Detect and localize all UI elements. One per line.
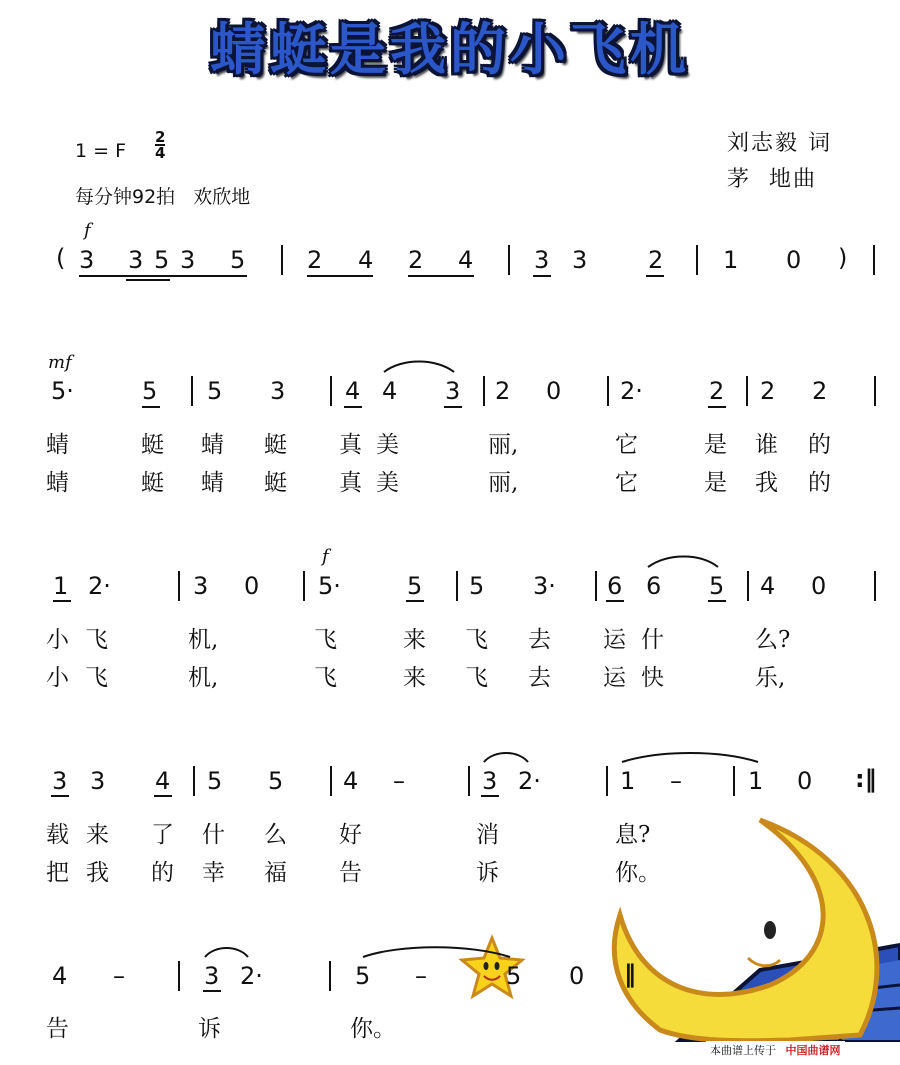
- lyric-syllable: 你。: [350, 1016, 396, 1042]
- note: 5·: [51, 377, 74, 405]
- lyric-syllable: 谁: [755, 432, 778, 458]
- note: 5: [469, 572, 485, 600]
- lyric-syllable: 来: [86, 822, 109, 848]
- lyric-syllable: 机,: [188, 627, 219, 653]
- end-barline: ‖: [624, 960, 636, 988]
- note: 5: [709, 572, 725, 600]
- note: 3: [204, 962, 220, 990]
- lyric-syllable: 告: [46, 1016, 69, 1042]
- dynamic-mezzo-forte: mf: [48, 352, 72, 373]
- note: 3: [79, 246, 95, 274]
- dash: –: [113, 962, 125, 990]
- slur: [622, 753, 758, 762]
- lyric-syllable: 机,: [188, 665, 219, 691]
- lyric-syllable: 真: [339, 470, 362, 496]
- note: 3: [270, 377, 286, 405]
- note: 2: [709, 377, 725, 405]
- lyric-syllable: 的: [151, 860, 174, 886]
- lyric-syllable: 我: [755, 470, 778, 496]
- note: 1: [53, 572, 69, 600]
- lyric-syllable: 消: [476, 822, 499, 848]
- lyric-syllable: 小: [46, 665, 69, 691]
- lyric-syllable: 诉: [198, 1016, 221, 1042]
- lyric-syllable: 飞: [85, 665, 108, 691]
- lyric-syllable: 我: [86, 860, 109, 886]
- note: 2·: [620, 377, 643, 405]
- lyric-syllable: 来: [403, 665, 426, 691]
- lyric-syllable: 飞: [85, 627, 108, 653]
- lyric-syllable: 息?: [615, 822, 651, 848]
- slur-marks: [205, 362, 758, 958]
- paren-close: ): [838, 244, 848, 272]
- lyric-syllable: 蜻: [201, 432, 224, 458]
- lyric-syllable: 运: [603, 627, 626, 653]
- lyric-syllable: 蜓: [264, 470, 287, 496]
- upload-credit: [706, 1041, 845, 1059]
- note: 5·: [318, 572, 341, 600]
- lyric-syllable: 的: [808, 470, 831, 496]
- note: 3: [445, 377, 461, 405]
- dash: –: [415, 962, 427, 990]
- lyric-syllable: 蜻: [46, 432, 69, 458]
- crescent-moon-icon: [614, 820, 877, 1041]
- lyric-syllable: 去: [528, 665, 551, 691]
- lyric-syllable: 快: [641, 665, 664, 691]
- key-signature: 1 = F: [75, 140, 127, 162]
- note: 0: [797, 767, 813, 795]
- note: 2·: [518, 767, 541, 795]
- lyric-syllable: 的: [808, 432, 831, 458]
- note: 5: [207, 767, 223, 795]
- note: 5: [407, 572, 423, 600]
- lyric-syllable: 蜓: [141, 470, 164, 496]
- note: 2: [307, 246, 323, 274]
- lyric-syllable: 了: [151, 822, 174, 848]
- paren-open: (: [56, 244, 66, 272]
- note: 2·: [240, 962, 263, 990]
- lyric-syllable: 小: [46, 627, 69, 653]
- note: 3: [193, 572, 209, 600]
- note: 0: [546, 377, 562, 405]
- note: 3: [128, 246, 144, 274]
- note: 5: [154, 246, 170, 274]
- lyric-syllable: 它: [615, 470, 638, 496]
- note: 4: [760, 572, 776, 600]
- note: 4: [155, 767, 171, 795]
- note: 4: [358, 246, 374, 274]
- note: 4: [343, 767, 359, 795]
- note: 1: [620, 767, 636, 795]
- lyric-syllable: 美: [376, 470, 399, 496]
- lyric-syllable: 蜻: [46, 470, 69, 496]
- barline: [329, 961, 331, 991]
- lyric-syllable: 么: [264, 822, 287, 848]
- note: 2: [760, 377, 776, 405]
- lyric-syllable: 什: [641, 627, 664, 653]
- note: 0: [244, 572, 260, 600]
- dash: –: [393, 767, 405, 795]
- lyric-syllable: 蜓: [141, 432, 164, 458]
- lyricist-credit: 刘志毅 词: [727, 131, 832, 156]
- note: 6: [607, 572, 623, 600]
- note: 2: [495, 377, 511, 405]
- note: 5: [230, 246, 246, 274]
- lyric-syllable: 是: [704, 470, 727, 496]
- note: 2·: [88, 572, 111, 600]
- lyric-syllable: 丽,: [488, 470, 519, 496]
- slur: [484, 753, 528, 762]
- lyric-syllable: 好: [339, 822, 362, 848]
- tempo-marking: 每分钟92拍 欢欣地: [75, 186, 251, 208]
- lyric-syllable: 幸: [202, 860, 225, 886]
- note: 5: [355, 962, 371, 990]
- note: 2: [408, 246, 424, 274]
- lyric-syllable: 把: [46, 860, 69, 886]
- slur: [384, 362, 454, 373]
- note: 5: [142, 377, 158, 405]
- note: 6: [646, 572, 662, 600]
- page-title: 蜻蜓是我的小飞机: [210, 18, 690, 83]
- lyric-syllable: 告: [339, 860, 362, 886]
- lyric-syllable: 它: [615, 432, 638, 458]
- note: 3: [90, 767, 106, 795]
- lyric-syllable: 飞: [314, 627, 337, 653]
- lyric-syllable: 什: [202, 822, 225, 848]
- repeat-sign: :‖: [855, 765, 877, 793]
- lyric-syllable: 飞: [465, 627, 488, 653]
- note: 3: [180, 246, 196, 274]
- lyric-syllable: 蜓: [264, 432, 287, 458]
- note: 0: [569, 962, 585, 990]
- lyric-syllable: 是: [704, 432, 727, 458]
- upload-credit-text: 本曲谱上传于: [710, 1044, 776, 1057]
- lyric-syllable: 美: [376, 432, 399, 458]
- note: 4: [458, 246, 474, 274]
- lyric-syllable: 蜻: [201, 470, 224, 496]
- lyric-syllable: 福: [264, 860, 287, 886]
- note: 5: [268, 767, 284, 795]
- lyric-syllable: 乐,: [755, 665, 786, 691]
- time-signature-bottom: 4: [155, 144, 166, 162]
- note: 0: [811, 572, 827, 600]
- note: 1: [723, 246, 739, 274]
- time-signature-top: 2: [155, 128, 166, 146]
- note: 3: [534, 246, 550, 274]
- dynamic-forte: f: [84, 220, 91, 241]
- note: 4: [382, 377, 398, 405]
- site-logo-text[interactable]: 中国曲谱网: [785, 1044, 841, 1057]
- lyric-syllable: 飞: [465, 665, 488, 691]
- lyric-syllable: 载: [46, 822, 69, 848]
- lyric-syllable: 诉: [476, 860, 499, 886]
- note: 1: [748, 767, 764, 795]
- lyric-syllable: 运: [603, 665, 626, 691]
- note: 0: [786, 246, 802, 274]
- lyric-syllable: 么?: [755, 627, 791, 653]
- composer-credit: 茅 地曲: [727, 167, 817, 192]
- lyric-syllable: 来: [403, 627, 426, 653]
- note: 4: [345, 377, 361, 405]
- slur: [205, 948, 248, 957]
- lyric-syllable: 你。: [615, 860, 661, 886]
- lyric-syllable: 丽,: [488, 432, 519, 458]
- note: 3·: [533, 572, 556, 600]
- note: 3: [572, 246, 588, 274]
- dash: –: [670, 767, 682, 795]
- lyric-syllable: 飞: [314, 665, 337, 691]
- note: 2: [648, 246, 664, 274]
- note: 5: [506, 962, 522, 990]
- note: 2: [812, 377, 828, 405]
- note: 3: [482, 767, 498, 795]
- lyric-syllable: 去: [528, 627, 551, 653]
- slur: [648, 557, 718, 568]
- note: 5: [207, 377, 223, 405]
- note: 3: [52, 767, 68, 795]
- lyric-syllable: 真: [339, 432, 362, 458]
- beam-underline: [203, 990, 221, 992]
- barline: [178, 961, 180, 991]
- note: 4: [52, 962, 68, 990]
- dynamic-forte: f: [322, 546, 329, 567]
